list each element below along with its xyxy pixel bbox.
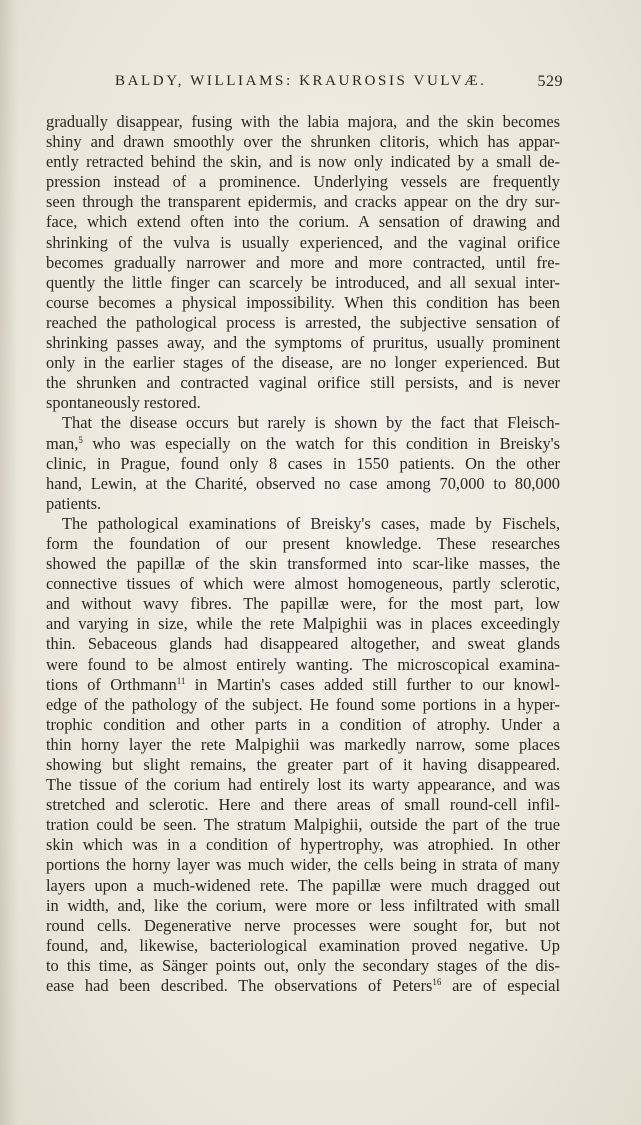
text-line: reached the pathological process is arrested, the subjective sensation of <box>46 312 560 332</box>
text-line-segment: in Martin's cases added still further to our knowl- <box>194 674 560 694</box>
text-line: thin horny layer the rete Malpighii was markedly narrow, some places <box>46 734 560 754</box>
text-line: portions the horny layer was much wider, the cells being in strata of many <box>46 855 560 875</box>
text-line: face, which extend often into the corium. A sensation of drawing and <box>46 212 560 232</box>
text-line: in width, and, like the corium, were more or less infiltrated with small <box>46 895 560 915</box>
running-head <box>115 73 563 90</box>
text-line-with-footnote <box>46 976 560 996</box>
text-line: pression instead of a prominence. Underlying vessels are frequently <box>46 172 560 192</box>
text-line: showed the papillæ of the skin transformed into scar-like masses, the <box>46 554 560 574</box>
page-edge-shadow <box>0 0 18 1125</box>
text-line: spontaneously restored. <box>46 393 201 413</box>
text-line: shiny and drawn smoothly over the shrunken clitoris, which has appar- <box>46 132 560 152</box>
author-name-orthmann: Orthmann <box>110 674 177 694</box>
text-line: to this time, as Sänger points out, only the secondary stages of the dis- <box>46 955 560 975</box>
text-line: round cells. Degenerative nerve processes were sought for, but not <box>46 915 560 935</box>
text-line: edge of the pathology of the subject. He found some portions in a hyper- <box>46 694 560 714</box>
text-line-segment: who was especially on the watch for this condition in Breisky's <box>92 433 560 453</box>
text-line: shrinking passes away, and the symptoms of pruritus, usually prominent <box>46 333 560 353</box>
footnote-ref: 16 <box>432 977 442 988</box>
body-text <box>46 112 560 996</box>
text-line-with-footnote <box>46 675 560 695</box>
text-line: becomes gradually narrower and more and more contracted, until fre- <box>46 252 560 272</box>
text-line: quently the little finger can scarcely be introduced, and all sexual inter- <box>46 272 560 292</box>
text-line: were found to be almost entirely wanting. The microscopical examina- <box>46 654 560 674</box>
text-line: stretched and sclerotic. Here and there areas of small round-cell infil- <box>46 795 560 815</box>
text-line: connective tissues of which were almost homogeneous, partly sclerotic, <box>46 574 560 594</box>
author-name-fleischmann: man, <box>46 433 79 453</box>
text-line: layers upon a much-widened rete. The papillæ were much dragged out <box>46 875 560 895</box>
text-line-segment: ease had been described. The observations of <box>46 976 382 996</box>
text-line: trophic condition and other parts in a condition of atrophy. Under a <box>46 714 560 734</box>
author-name-peters: Peters <box>392 976 433 996</box>
text-line: tration could be seen. The stratum Malpighii, outside the part of the true <box>46 815 560 835</box>
text-line: and varying in size, while the rete Malpighii was in places exceedingly <box>46 614 560 634</box>
text-line: course becomes a physical impossibility. When this condition has been <box>46 292 560 312</box>
text-line-segment: tions of <box>46 674 101 694</box>
page-number: 529 <box>537 73 563 90</box>
text-line: form the foundation of our present knowledge. These researches <box>46 533 560 553</box>
text-line: The tissue of the corium had entirely lost its warty appearance, and was <box>46 775 560 795</box>
text-line: skin which was in a condition of hypertrophy, was atrophied. In other <box>46 835 560 855</box>
running-head-title: BALDY, WILLIAMS: KRAUROSIS VULVÆ. <box>115 73 487 89</box>
text-line: ently retracted behind the skin, and is now only indicated by a small de- <box>46 152 560 172</box>
text-line: That the disease occurs but rarely is shown by the fact that Fleisch- <box>62 413 560 433</box>
text-line-with-footnote <box>46 434 560 454</box>
text-line: patients. <box>46 493 102 513</box>
text-line: only in the earlier stages of the disease, are no longer experienced. But <box>46 353 560 373</box>
text-line: gradually disappear, fusing with the labia majora, and the skin becomes <box>46 112 560 131</box>
text-line: seen through the transparent epidermis, and cracks appear on the dry sur- <box>46 192 560 212</box>
text-line: clinic, in Prague, found only 8 cases in 1550 patients. On the other <box>46 453 560 473</box>
text-line: and without wavy fibres. The papillæ were, for the most part, low <box>46 594 560 614</box>
text-line: hand, Lewin, at the Charité, observed no case among 70,000 to 80,000 <box>46 473 560 493</box>
text-line: The pathological examinations of Breisky's cases, made by Fischels, <box>62 513 560 533</box>
text-line: shrinking of the vulva is usually experienced, and the vaginal orifice <box>46 232 560 252</box>
footnote-ref: 5 <box>78 434 83 445</box>
text-line: found, and, likewise, bacteriological examination proved negative. Up <box>46 935 560 955</box>
text-line: the shrunken and contracted vaginal orifice still persists, and is never <box>46 373 560 393</box>
text-line: thin. Sebaceous glands had disappeared altogether, and sweat glands <box>46 634 560 654</box>
text-line-segment: are of especial <box>452 976 560 996</box>
text-line: showing but slight remains, the greater part of it having disappeared. <box>46 755 560 774</box>
footnote-ref: 11 <box>176 675 186 686</box>
